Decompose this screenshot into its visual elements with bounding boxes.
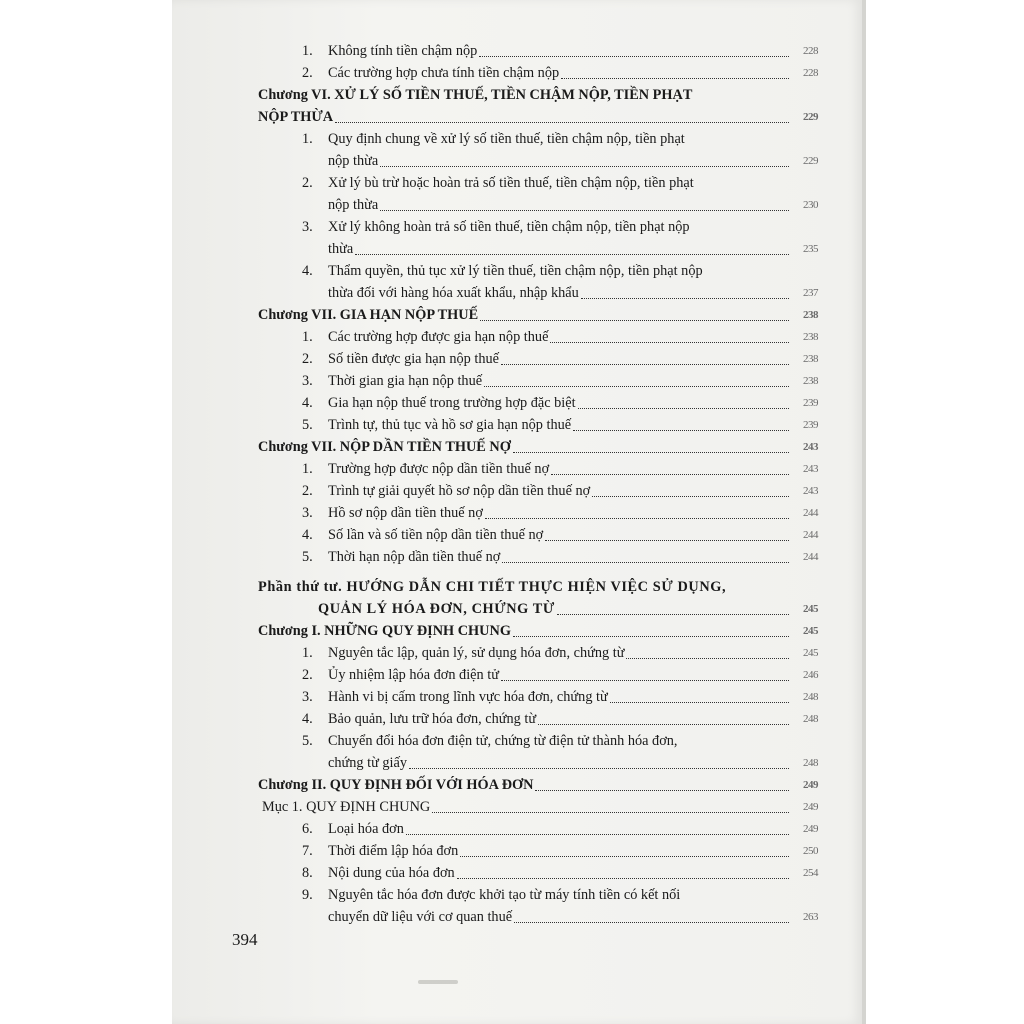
entry-page: 239 [803,419,818,431]
toc-part [258,576,818,620]
entry-title-cont: nộp thừa [328,153,379,169]
entry-number: 1. [302,329,313,345]
entry-page: 248 [803,713,818,725]
dot-leader [485,518,789,519]
entry-page: 248 [803,757,818,769]
dot-leader [578,408,789,409]
toc-entry [258,708,818,730]
toc-chapter [258,436,818,458]
heading-line: QUẢN LÝ HÓA ĐƠN, CHỨNG TỪ [318,601,555,617]
dot-leader [610,702,789,703]
dot-leader [460,856,789,857]
entry-page: 254 [803,867,818,879]
entry-page: 245 [803,603,818,615]
toc-entry [258,216,818,260]
entry-number: 9. [302,887,313,903]
toc-entry [258,128,818,172]
heading-line-end [258,598,818,620]
entry-page: 238 [803,375,818,387]
toc-entry [258,818,818,840]
entry-number: 6. [302,821,313,837]
dot-leader [432,812,789,813]
toc-chapter [258,304,818,326]
toc-entry [258,524,818,546]
toc-chapter [258,774,818,796]
heading-line: NỘP THỪA [258,109,334,125]
dot-leader [502,562,789,563]
heading-line: Chương VI. XỬ LÝ SỐ TIỀN THUẾ, TIỀN CHẬM NỘP, TIỀN PHẠT [258,87,693,103]
dot-leader [550,342,789,343]
dot-leader [406,834,789,835]
entry-page: 238 [803,331,818,343]
entry-title: Không tính tiền chậm nộp [328,43,478,59]
toc-entry [258,642,818,664]
entry-page: 243 [803,485,818,497]
entry-title: Chuyển đổi hóa đơn điện tử, chứng từ điện tử thành hóa đơn, [328,733,678,749]
dot-leader [514,922,789,923]
entry-page: 238 [803,309,818,321]
entry-title: Loại hóa đơn [328,821,404,837]
entry-title: Các trường hợp chưa tính tiền chậm nộp [328,65,560,81]
entry-number: 4. [302,395,313,411]
entry-title: Nội dung của hóa đơn [328,865,455,881]
dot-leader [479,56,789,57]
entry-number: 2. [302,65,313,81]
entry-title: Gia hạn nộp thuế trong trường hợp đặc biệt [328,395,576,411]
entry-line [258,884,818,906]
toc-entry [258,686,818,708]
scan-smudge [418,980,458,984]
dot-leader [545,540,789,541]
toc-entry [258,326,818,348]
entry-title-cont: nộp thừa [328,197,379,213]
toc-entry [258,502,818,524]
dot-leader [551,474,789,475]
toc-entry [258,414,818,436]
entry-number: 5. [302,733,313,749]
entry-page: 250 [803,845,818,857]
entry-page: 237 [803,287,818,299]
entry-number: 5. [302,549,313,565]
entry-title: Mục 1. QUY ĐỊNH CHUNG [262,799,431,815]
toc-entry [258,862,818,884]
entry-number: 2. [302,667,313,683]
entry-page: 244 [803,529,818,541]
entry-page: 245 [803,647,818,659]
entry-number: 4. [302,527,313,543]
chapter-title: Chương II. QUY ĐỊNH ĐỐI VỚI HÓA ĐƠN [258,777,534,793]
entry-title: Thời gian gia hạn nộp thuế [328,373,483,389]
entry-number: 4. [302,263,313,279]
entry-page: 239 [803,397,818,409]
entry-title: Ủy nhiệm lập hóa đơn điện tử [328,667,499,683]
toc-entry [258,260,818,304]
dot-leader [592,496,789,497]
entry-page: 244 [803,507,818,519]
dot-leader [501,364,789,365]
dot-leader [380,166,789,167]
entry-line [258,150,818,172]
entry-page: 249 [803,823,818,835]
toc-entry [258,730,818,774]
entry-number: 8. [302,865,313,881]
entry-title: Bảo quản, lưu trữ hóa đơn, chứng từ [328,711,537,727]
entry-page: 229 [803,155,818,167]
toc-entry [258,392,818,414]
entry-number: 7. [302,843,313,859]
dot-leader [335,122,789,123]
toc-chapter [258,620,818,642]
dot-leader [538,724,789,725]
toc-entry [258,40,818,62]
toc-entry [258,546,818,568]
entry-number: 2. [302,175,313,191]
entry-number: 3. [302,505,313,521]
entry-page: 228 [803,45,818,57]
page-number: 394 [232,930,258,949]
dot-leader [480,320,789,321]
entry-line [258,260,818,282]
entry-line [258,128,818,150]
entry-line [258,752,818,774]
chapter-title: Chương VII. GIA HẠN NỘP THUẾ [258,307,479,323]
entry-page: 245 [803,625,818,637]
dot-leader [355,254,789,255]
entry-title: Trình tự giải quyết hồ sơ nộp dần tiền thuế nợ [328,483,591,499]
entry-page: 249 [803,779,818,791]
toc-entry [258,172,818,216]
entry-line [258,730,818,752]
dot-leader [535,790,789,791]
dot-leader [573,430,789,431]
entry-page: 243 [803,441,818,453]
toc-entry [258,370,818,392]
entry-page: 230 [803,199,818,211]
dot-leader [513,636,789,637]
entry-title: Xử lý không hoàn trả số tiền thuế, tiền chậm nộp, tiền phạt nộp [328,219,690,235]
entry-number: 1. [302,43,313,59]
entry-line [258,216,818,238]
dot-leader [380,210,789,211]
entry-line [258,906,818,928]
toc-entry [258,884,818,928]
dot-leader [581,298,789,299]
entry-number: 3. [302,219,313,235]
entry-number: 2. [302,351,313,367]
entry-title: Trường hợp được nộp dần tiền thuế nợ [328,461,550,477]
entry-title: Hành vi bị cấm trong lĩnh vực hóa đơn, chứng từ [328,689,608,705]
entry-page: 248 [803,691,818,703]
entry-title: Số tiền được gia hạn nộp thuế [328,351,499,367]
entry-title: Nguyên tắc hóa đơn được khởi tạo từ máy tính tiền có kết nối [328,887,681,903]
entry-page: 244 [803,551,818,563]
entry-number: 1. [302,461,313,477]
dot-leader [501,680,789,681]
entry-title: Thẩm quyền, thủ tục xử lý tiền thuế, tiền chậm nộp, tiền phạt nộp [328,263,703,279]
entry-line [258,282,818,304]
dot-leader [561,78,789,79]
dot-leader [484,386,789,387]
entry-line [258,238,818,260]
entry-title-cont: thừa [328,241,354,257]
chapter-title: Chương I. NHỮNG QUY ĐỊNH CHUNG [258,623,511,639]
entry-page: 229 [803,111,818,123]
entry-line [258,194,818,216]
entry-line [258,172,818,194]
entry-title: Quy định chung về xử lý số tiền thuế, tiền chậm nộp, tiền phạt [328,131,685,147]
entry-number: 2. [302,483,313,499]
entry-title: Nguyên tắc lập, quản lý, sử dụng hóa đơn, chứng từ [328,645,625,661]
entry-title: Thời hạn nộp dần tiền thuế nợ [328,549,501,565]
entry-number: 1. [302,131,313,147]
dot-leader [513,452,789,453]
dot-leader [457,878,789,879]
chapter-title: Chương VII. NỘP DẦN TIỀN THUẾ NỢ [258,439,511,455]
entry-title-cont: chuyển dữ liệu với cơ quan thuế [328,909,513,925]
dot-leader [626,658,789,659]
toc-chapter [258,84,818,128]
entry-page: 228 [803,67,818,79]
heading-line-end [258,106,818,128]
entry-page: 263 [803,911,818,923]
entry-page: 235 [803,243,818,255]
toc-entry [258,62,818,84]
toc-entry [258,840,818,862]
entry-title: Xử lý bù trừ hoặc hoàn trả số tiền thuế, tiền chậm nộp, tiền phạt [328,175,694,191]
entry-number: 5. [302,417,313,433]
dot-leader [557,614,789,615]
entry-number: 1. [302,645,313,661]
entry-title: Hồ sơ nộp dần tiền thuế nợ [328,505,483,521]
heading-line: Phần thứ tư. HƯỚNG DẪN CHI TIẾT THỰC HIỆN VIỆC SỬ DỤNG, [258,579,727,595]
entry-title-cont: chứng từ giấy [328,755,408,771]
entry-page: 249 [803,801,818,813]
entry-page: 238 [803,353,818,365]
entry-title: Số lần và số tiền nộp dần tiền thuế nợ [328,527,544,543]
toc-entry [258,664,818,686]
toc-entry [258,480,818,502]
table-of-contents [258,40,818,928]
toc-section [258,796,818,818]
entry-title-cont: thừa đối với hàng hóa xuất khẩu, nhập khẩu [328,285,579,301]
entry-number: 3. [302,373,313,389]
entry-title: Thời điểm lập hóa đơn [328,843,459,859]
entry-page: 246 [803,669,818,681]
page-edge [862,0,866,1024]
dot-leader [409,768,789,769]
entry-number: 3. [302,689,313,705]
entry-title: Trình tự, thủ tục và hồ sơ gia hạn nộp thuế [328,417,572,433]
entry-page: 243 [803,463,818,475]
toc-entry [258,458,818,480]
entry-number: 4. [302,711,313,727]
entry-title: Các trường hợp được gia hạn nộp thuế [328,329,549,345]
toc-entry [258,348,818,370]
